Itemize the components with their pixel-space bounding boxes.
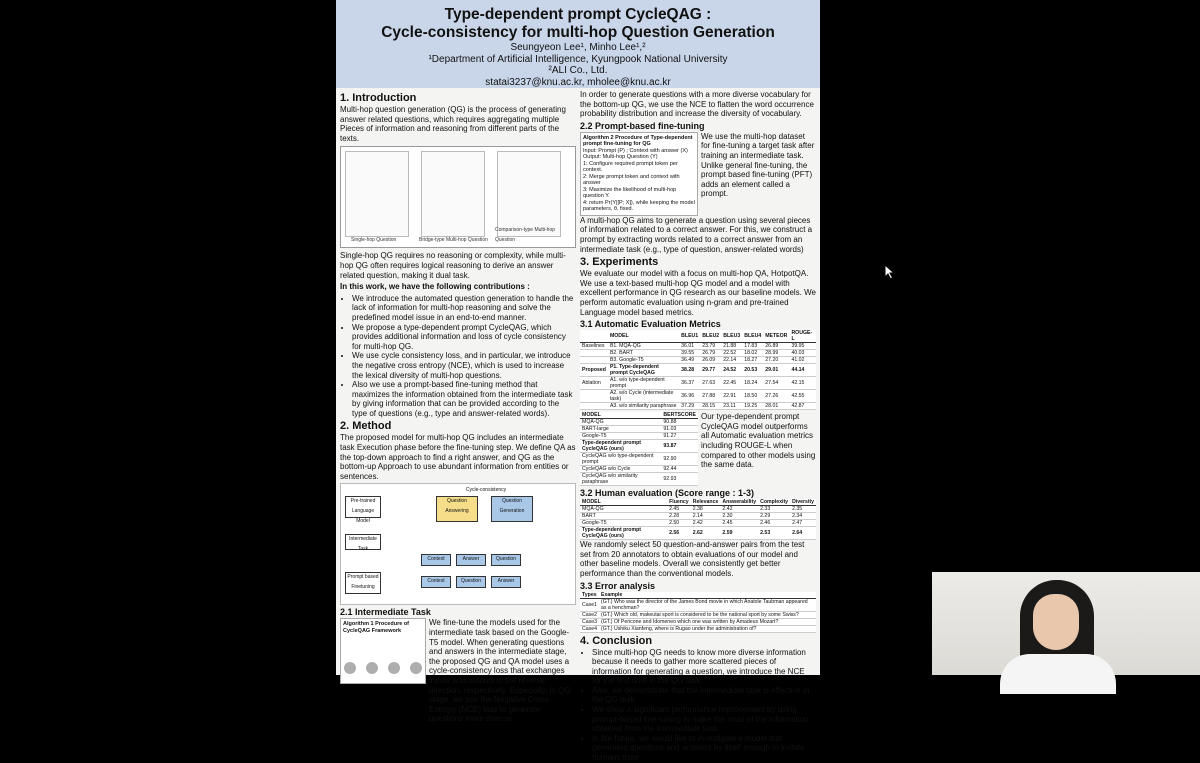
table-cell: 42.87	[789, 403, 816, 410]
fig-box-question-2: Question	[456, 576, 486, 588]
table-cell: 18.02	[742, 350, 763, 357]
table-cell: 23.11	[721, 403, 742, 410]
error-analysis-table	[580, 592, 816, 633]
table-cell: 22.14	[721, 357, 742, 364]
table-cell: 27.54	[763, 377, 789, 390]
table-cell: MQA-QG	[580, 506, 667, 513]
table-header-cell: Example	[599, 592, 816, 599]
table-cell: 26.89	[763, 343, 789, 350]
table-header-cell: Answerability	[722, 499, 757, 506]
figure-panel-bridge	[421, 151, 485, 237]
figure-caption-3: Comparison-type Multi-hop Question	[495, 227, 556, 243]
table-row	[580, 364, 816, 377]
table-cell: 19.25	[742, 403, 763, 410]
table-cell: 22.52	[721, 350, 742, 357]
figure-panel-comparison	[497, 151, 561, 237]
table-cell: 18.27	[742, 357, 763, 364]
table-cell: Case2	[582, 611, 597, 618]
prompt-ft-paragraph: We use the multi-hop dataset for fine-tuning a target task after training an intermediate task. Unlike general fine-tuning, the prompt based fine-tuning (PFT) adds an element called a prompt.	[701, 131, 815, 199]
table-header-cell: METEOR	[763, 330, 789, 343]
method-heading: 2. Method	[340, 420, 392, 433]
table-cell: 23.79	[700, 343, 721, 350]
table-cell: 2.59	[720, 527, 758, 540]
left-column	[340, 90, 576, 726]
affiliation-1: ¹Department of Artificial Intelligence, Kyungpook National University	[428, 53, 728, 65]
presenter-body	[1000, 654, 1116, 694]
table-header-cell: Fluency	[669, 499, 689, 506]
table-cell: 2.53	[758, 527, 790, 540]
table-cell: 91.27	[661, 433, 698, 440]
table-cell: 29.01	[763, 364, 789, 377]
viewer-toolbar	[336, 660, 436, 675]
figure-caption-1: Single-hop Question	[351, 236, 397, 243]
table-cell: Case4	[582, 625, 597, 632]
table-cell: 27.26	[763, 390, 789, 403]
table-cell: 90.88	[661, 419, 698, 426]
webcam-presenter	[932, 572, 1200, 675]
list-item: • We propose a type-dependent prompt CycleQAG, which provides additional information and loss of cycle consistency for multi-hop QG.	[352, 323, 576, 352]
experiments-heading: 3. Experiments	[580, 256, 659, 269]
fig-box-intermediate: Intermediate Task	[345, 534, 381, 550]
table-cell: 2.33	[758, 506, 790, 513]
fig-box-question: Question	[491, 554, 521, 566]
fig-box-answer: Answer	[456, 554, 486, 566]
table-cell: B1. MQA-QG	[608, 343, 679, 350]
table-row	[580, 520, 816, 527]
table-row	[580, 466, 698, 473]
list-item: • We introduce the automated question generation to handle the lack of information for multi-hop reasoning and solve the predefined model issue in an end-to-end manner.	[352, 294, 576, 323]
table-cell: (GT.) Who was the director of the James Bond movie in which Anatole Taubman appeared as a henchman?	[599, 598, 816, 611]
table-cell: 2.42	[720, 506, 758, 513]
table-cell: 39.95	[789, 343, 816, 350]
table-cell: 2.64	[790, 527, 816, 540]
table-row	[580, 343, 816, 350]
table-row	[580, 453, 698, 466]
table-row	[580, 350, 816, 357]
algo-line: Input: Prompt (P) ; Context with answer (X)	[583, 147, 688, 154]
table-header-cell: Types	[580, 592, 599, 599]
human-eval-heading: 3.2 Human evaluation (Score range : 1-3)	[580, 488, 755, 499]
cursor-arrow-icon	[884, 264, 896, 280]
fig-box-prompt: Prompt based Finetuning	[345, 572, 381, 594]
table-cell: 42.55	[789, 390, 816, 403]
right-column	[580, 90, 816, 763]
table-row	[580, 403, 816, 410]
table-header-cell: BLEU2	[700, 330, 721, 343]
fig-box-qg: Question Generation	[491, 496, 533, 522]
table-cell: 28.99	[763, 350, 789, 357]
table-header-cell: Complexity	[760, 499, 789, 506]
algo-line: 4: return Pr(Y|[P; X]), while keeping the model parameters, θ, fixed.	[583, 199, 695, 213]
figure-caption-2: Bridge-type Multi-hop Question	[419, 236, 488, 243]
fig-box-context-2: Context	[421, 576, 451, 588]
list-item: • In the future, we would like to investigate a model that generates questions and answers by itself enough to imitate humans from	[592, 734, 816, 763]
table-cell: BART	[580, 513, 667, 520]
auto-eval-table	[580, 330, 816, 410]
table-row	[580, 426, 698, 433]
table-cell: Google-T5	[580, 433, 661, 440]
table-row	[580, 625, 816, 632]
table-cell: Type-dependent prompt CycleQAG (ours)	[580, 527, 667, 540]
list-item: • Also, we demonstrate that the intermediate task is effective in the QG task.	[592, 686, 816, 705]
table-cell: Case1	[580, 598, 599, 611]
intro-paragraph-2: Single-hop QG requires no reasoning or complexity, while multi-hop QG often requires logical reasoning to derive an answer related question, making it dual task.	[340, 251, 566, 280]
algo-line: Output: Multi-hop Question (Y)	[583, 154, 658, 161]
table-cell: Case3	[582, 618, 597, 625]
table-row	[580, 513, 816, 520]
table-row	[580, 618, 816, 625]
poster-title	[336, 6, 820, 42]
table-row	[580, 506, 816, 513]
table-cell: 2.42	[691, 520, 721, 527]
table-cell: CycleQAG w/o Cycle	[580, 466, 661, 473]
table-cell: Proposed	[580, 364, 608, 377]
contrib-list	[340, 294, 576, 419]
human-eval-table	[580, 499, 816, 540]
table-cell: 2.34	[790, 513, 816, 520]
table-cell: 2.14	[691, 513, 721, 520]
table-row	[580, 598, 816, 611]
table-cell: 28.15	[700, 403, 721, 410]
poster-header	[336, 0, 820, 88]
table-cell: 36.01	[679, 343, 700, 350]
table-cell: 27.88	[700, 390, 721, 403]
table-cell: 28.01	[763, 403, 789, 410]
table-cell: (GT.) Of Pericone and Idomeneo which one was written by Amadeus Mozart?	[599, 618, 816, 625]
table-cell: Google-T5	[580, 520, 667, 527]
table-row	[580, 433, 698, 440]
table-row	[580, 473, 698, 486]
table-cell: P1. Type-dependent prompt CycleQAG	[608, 364, 679, 377]
table-cell: 18.24	[742, 377, 763, 390]
list-item: • We use cycle consistency loss, and in particular, we introduce the negative cross entropy (NCE), which is used to increase the lexical diversity of multi-hop questions.	[352, 351, 576, 380]
table-cell: 39.55	[679, 350, 700, 357]
prompt-ft-row	[580, 132, 816, 216]
table-cell: 22.45	[721, 377, 742, 390]
table-cell: 2.30	[720, 513, 758, 520]
table-cell: 36.49	[679, 357, 700, 364]
table-row	[580, 357, 816, 364]
figure-panel-single-hop	[345, 151, 409, 237]
table-cell: CycleQAG w/o type-dependent prompt	[580, 453, 661, 466]
table-cell: 40.03	[789, 350, 816, 357]
bertscore-row	[580, 412, 816, 486]
table-row	[580, 390, 816, 403]
intro-heading: 1. Introduction	[340, 92, 417, 104]
fig-box-answer-2: Answer	[491, 576, 521, 588]
prompt-ft-heading: 2.2 Prompt-based fine-tuning	[580, 120, 705, 131]
fig-box-qa: Question Answering	[436, 496, 478, 522]
table-header-cell	[580, 330, 608, 343]
poster-slide	[336, 0, 820, 763]
table-header-cell: MODEL	[580, 499, 667, 506]
table-cell: 92.44	[661, 466, 698, 473]
table-cell: CycleQAG w/o similarity paraphrase	[580, 473, 661, 486]
table-cell: B3. Google-T5	[608, 357, 679, 364]
table-cell: 2.29	[758, 513, 790, 520]
list-item: • We show a significant performance improvement by using prompt-based fine-tuning to make the most of the information obtained from the intermediate task.	[592, 705, 816, 734]
title-line-1: Type-dependent prompt CycleQAG :	[444, 6, 712, 23]
table-cell: MQA-QG	[580, 419, 661, 426]
bertscore-table	[580, 412, 698, 486]
conclusion-heading: 4. Conclusion	[580, 634, 653, 647]
table-cell: Ablation	[580, 377, 608, 390]
table-cell: 93.87	[661, 440, 698, 453]
table-header-cell: BLEU4	[742, 330, 763, 343]
contrib-heading: In this work, we have the following contributions :	[340, 282, 530, 292]
table-cell: 18.50	[742, 390, 763, 403]
nce-paragraph: In order to generate questions with a more diverse vocabulary for the bottom-up QG, we use the NCE to flatten the word occurrence probability distribution and increase the diversity of vocabulary.	[580, 90, 814, 119]
method-paragraph-1: The proposed model for multi-hop QG includes an intermediate task Execution phase before the fine-tuning step. We define QA as the top-down approach to find a right answer, and QG as the bottom-up Approach to use abundant information from entities or sentences.	[340, 433, 576, 481]
table-cell: 44.14	[789, 364, 816, 377]
table-cell: 17.83	[742, 343, 763, 350]
table-header-cell: Relevance	[692, 499, 719, 506]
algo-line: 3: Maximize the likelihood of multi-hop question Y.	[583, 186, 677, 200]
author-emails: statai3237@knu.ac.kr, mholee@knu.ac.kr	[485, 76, 671, 88]
table-cell: 2.38	[691, 506, 721, 513]
table-header-cell: MODEL	[608, 330, 679, 343]
table-row	[580, 527, 816, 540]
table-cell	[580, 390, 608, 403]
table-cell: 36.37	[679, 377, 700, 390]
toolbar-button[interactable]	[344, 662, 356, 674]
algo-line: 1: Configure required prompt token per context.	[583, 160, 678, 174]
table-cell: 38.28	[679, 364, 700, 377]
table-cell: (GT.) Which old, makeutai sport is considered to be the national sport by some Swiss?	[599, 611, 816, 618]
human-eval-paragraph: We randomly select 50 question-and-answer pairs from the test set from 20 annotators to obtain evaluations of our model and other baseline models. Overall we consistently get better performance than the conventional models.	[580, 540, 805, 578]
toolbar-button[interactable]	[366, 662, 378, 674]
table-cell: 22.91	[721, 390, 742, 403]
affiliation-2: ²ALI Co., Ltd.	[548, 65, 608, 76]
table-cell: 2.45	[667, 506, 691, 513]
table-cell: 2.28	[667, 513, 691, 520]
table-cell: 2.46	[758, 520, 790, 527]
list-item: • Also we use a prompt-based fine-tuning method that maximizes the information obtained from the intermediate task by giving information that can be provided according to the type of questions (e.g., type and answer-related words).	[352, 380, 576, 418]
table-cell: 2.62	[691, 527, 721, 540]
table-cell: 2.47	[790, 520, 816, 527]
table-cell: 37.29	[679, 403, 700, 410]
table-cell: 2.45	[720, 520, 758, 527]
title-line-2: Cycle-consistency for multi-hop Question Generation	[381, 24, 775, 41]
table-cell: 92.93	[661, 473, 698, 486]
table-header-cell: BERTSCORE	[663, 412, 696, 419]
fig-label-cycle: Cycle-consistency	[461, 486, 511, 494]
table-cell: 24.52	[721, 364, 742, 377]
presenter-face	[1033, 594, 1079, 650]
intro-paragraph-1: Multi-hop question generation (QG) is the process of generating answer related questions, which requires aggregating multiple Pieces of information and reasoning from different parts of the texts.	[340, 105, 566, 143]
error-analysis-heading: 3.3 Error analysis	[580, 580, 656, 591]
auto-eval-heading: 3.1 Automatic Evaluation Metrics	[580, 319, 721, 330]
table-cell: Type-dependent prompt CycleQAG (ours)	[580, 440, 661, 453]
table-cell: 27.63	[700, 377, 721, 390]
table-cell: 41.02	[789, 357, 816, 364]
table-cell: 2.50	[667, 520, 691, 527]
table-cell: 20.53	[742, 364, 763, 377]
fig-box-context: Context	[421, 554, 451, 566]
table-cell: 91.03	[661, 426, 698, 433]
table-cell: B2. BART	[608, 350, 679, 357]
table-cell: 21.88	[721, 343, 742, 350]
toolbar-button[interactable]	[388, 662, 400, 674]
algo-line: 2: Merge prompt token and context with answer	[583, 173, 680, 187]
table-cell	[580, 403, 608, 410]
table-cell: 36.96	[679, 390, 700, 403]
list-item: • Since multi-hop QG needs to know more diverse information because it needs to gather more scattered pieces of information for generating a question, we introduce the NCE for the first time in the QG task.	[592, 648, 816, 686]
authors	[336, 42, 820, 88]
table-cell	[580, 350, 608, 357]
table-cell: A3. w/o similarity paraphrase	[608, 403, 679, 410]
table-header-cell: ROUGE-L	[789, 330, 816, 343]
table-cell: 26.79	[700, 350, 721, 357]
table-row	[580, 377, 816, 390]
table-header-cell: Diversity	[792, 499, 814, 506]
table-row	[580, 440, 698, 453]
method-figure	[340, 483, 576, 605]
table-cell: 2.56	[667, 527, 691, 540]
algorithm-1-title: Algorithm 1 Procedure of CycleQAG Framework	[343, 621, 410, 634]
table-cell: 42.15	[789, 377, 816, 390]
algorithm-2-title: Algorithm 2 Procedure of Type-dependent prompt fine-tuning for QG	[583, 134, 693, 148]
table-row	[580, 611, 816, 618]
table-cell: 26.09	[700, 357, 721, 364]
toolbar-button[interactable]	[410, 662, 422, 674]
experiments-paragraph: We evaluate our model with a focus on multi-hop QA, HotpotQA. We use a text-based multi-hop QG model and a model with excellent performance in QG research as our baseline models. We perform automatic evaluation using n-gram and pre-trained Language model based metrics.	[580, 269, 816, 317]
table-header-cell: BLEU1	[679, 330, 700, 343]
author-names: Seungyeon Lee¹, Minho Lee¹,²	[510, 42, 646, 53]
table-header-cell: BLEU3	[721, 330, 742, 343]
table-cell: A2. w/o Cycle (intermediate task)	[608, 390, 679, 403]
table-cell: 27.20	[763, 357, 789, 364]
fig-box-pretrained: Pre-trained Language Model	[345, 496, 381, 518]
table-cell: Baselines	[580, 343, 608, 350]
algorithm-2-box	[580, 132, 698, 216]
auto-eval-paragraph: Our type-dependent prompt CycleQAG model outperforms all Automatic evaluation metrics including ROUGE-L when compared to other models using the same data.	[701, 412, 816, 470]
prompt-ft-paragraph-2: A multi-hop QG aims to generate a question using several pieces of information related to a correct answer. For this, we construct a prompt by extracting words related to a correct answer from an intermediate task (e.g., type of question, answer-related words)	[580, 215, 813, 254]
table-cell: BART-large	[580, 426, 661, 433]
table-cell: (GT.) Ushiku Xianfeng, where is Rugao under the administration of?	[599, 625, 816, 632]
conclusion-list	[580, 648, 816, 763]
table-cell: 2.35	[790, 506, 816, 513]
table-cell	[580, 357, 608, 364]
intermediate-task-heading: 2.1 Intermediate Task	[340, 607, 431, 618]
table-cell: 29.77	[700, 364, 721, 377]
intro-figure	[340, 146, 576, 248]
table-header-cell: MODEL	[580, 412, 661, 419]
method-paragraph-2: We fine-tune the models used for the intermediate task based on the Google-T5 model. When generating questions and answers in the intermediate stage, the proposed QG and QA model uses a cycle-consistency loss that exchanges inputs and outputs in the reverse direction, respectively. Especially, in QG stage, we use the Negative Cross-Entropy (NCE) loss to generate questions more diverse.	[429, 618, 571, 724]
table-row	[580, 419, 698, 426]
table-cell: A1. w/o type-dependent prompt	[608, 377, 679, 390]
table-cell: 92.90	[661, 453, 698, 466]
